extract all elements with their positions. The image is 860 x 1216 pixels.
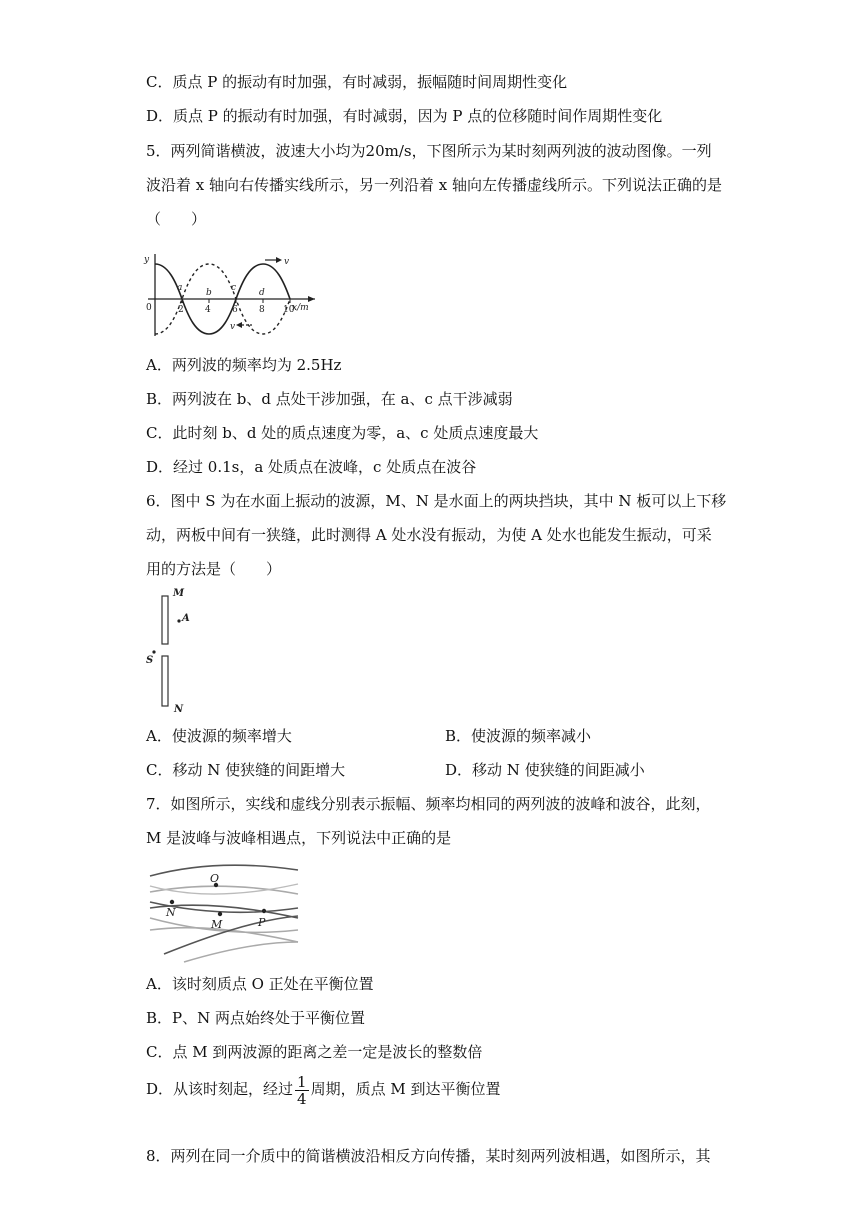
q7-option-d-suffix: 周期，质点 M 到达平衡位置	[310, 1080, 501, 1098]
q5-fig-tick-10: 10	[283, 305, 295, 315]
q5-fig-tick-6: 6	[232, 305, 238, 315]
q5-fig-y-label: y	[144, 255, 150, 265]
q5-option-a: A．两列波的频率均为 2.5Hz	[146, 356, 342, 374]
q6-option-a: A．使波源的频率增大	[146, 727, 292, 745]
q6-board-m	[162, 596, 168, 644]
q7-option-c: C．点 M 到两波源的距离之差一定是波长的整数倍	[146, 1043, 483, 1061]
q6-slit-figure	[140, 586, 210, 716]
fraction-denominator: 4	[297, 1089, 307, 1108]
q5-fig-origin: 0	[146, 303, 152, 313]
q6-board-n	[162, 656, 168, 706]
q6-fig-label-n: N	[174, 704, 184, 715]
q6-option-b: B．使波源的频率减小	[445, 727, 592, 745]
quarter-fraction	[295, 1074, 309, 1107]
q7-option-a: A．该时刻质点 O 正处在平衡位置	[146, 975, 374, 993]
q5-stem-line1: 5．两列简谐横波，波速大小均为20m/s，下图所示为某时刻两列波的波动图像。一列	[146, 142, 712, 160]
q6-fig-label-a: A	[182, 613, 190, 624]
q4-option-c: C．质点 P 的振动有时加强，有时减弱，振幅随时间周期性变化	[146, 73, 568, 91]
q5-fig-point-c: c	[231, 283, 237, 293]
q5-option-d: D．经过 0.1s，a 处质点在波峰，c 处质点在波谷	[146, 458, 477, 476]
q5-fig-tick-4: 4	[205, 305, 211, 315]
q7-option-b: B．P、N 两点始终处于平衡位置	[146, 1009, 366, 1027]
q7-fig-label-o: O	[210, 872, 220, 885]
q6-stem-line1: 6．图中 S 为在水面上振动的波源，M、N 是水面上的两块挡块，其中 N 板可以上下移	[146, 492, 727, 510]
q6-stem-line3: 用的方法是（ ）	[146, 560, 282, 578]
q7-stem-line1: 7．如图所示，实线和虚线分别表示振幅、频率均相同的两列波的波峰和波谷，此刻，	[146, 795, 711, 813]
q5-fig-point-d: d	[259, 288, 265, 298]
q7-interference-figure	[144, 858, 304, 964]
q7-fig-label-m: M	[211, 918, 223, 931]
q5-fig-tick-8: 8	[259, 305, 265, 315]
q5-option-c: C．此时刻 b、d 处的质点速度为零，a、c 处质点速度最大	[146, 424, 539, 442]
q7-option-d	[146, 1072, 500, 1107]
q5-fig-v-label-1: v	[284, 257, 290, 267]
q6-stem-line2: 动，两板中间有一狭缝，此时测得 A 处水没有振动，为使 A 处水也能发生振动，可采	[146, 526, 712, 544]
q8-stem-line1: 8．两列在同一介质中的简谐横波沿相反方向传播，某时刻两列波相遇，如图所示，其	[146, 1147, 711, 1165]
fraction-numerator: 1	[297, 1072, 307, 1091]
q5-fig-tick-2: 2	[178, 305, 184, 315]
q4-option-d: D．质点 P 的振动有时加强，有时减弱，因为 P 点的位移随时间作周期性变化	[146, 107, 663, 125]
q5-stem-line3: （ ）	[146, 210, 207, 228]
q5-fig-x-label: x/m	[292, 303, 309, 313]
q5-fig-point-b: b	[206, 288, 212, 298]
q7-fig-label-n: N	[166, 906, 176, 919]
q7-stem-line2: M 是波峰与波峰相遇点，下列说法中正确的是	[146, 829, 452, 847]
q5-wave-figure	[140, 246, 320, 344]
q7-option-d-prefix: D．从该时刻起，经过	[146, 1080, 294, 1098]
q7-fig-label-p: P	[258, 916, 266, 929]
q6-fig-label-m: M	[173, 588, 185, 599]
q5-option-b: B．两列波在 b、d 点处干涉加强，在 a、c 点干涉减弱	[146, 390, 513, 408]
q5-fig-v-label-2: v	[230, 322, 236, 332]
q6-fig-label-s: S	[146, 655, 154, 666]
q6-option-d: D．移动 N 使狭缝的间距减小	[445, 761, 645, 779]
q5-stem-line2: 波沿着 x 轴向右传播实线所示，另一列沿着 x 轴向左传播虚线所示。下列说法正确的是	[146, 176, 722, 194]
q6-option-c: C．移动 N 使狭缝的间距增大	[146, 761, 346, 779]
q5-fig-point-a: a	[177, 283, 183, 293]
